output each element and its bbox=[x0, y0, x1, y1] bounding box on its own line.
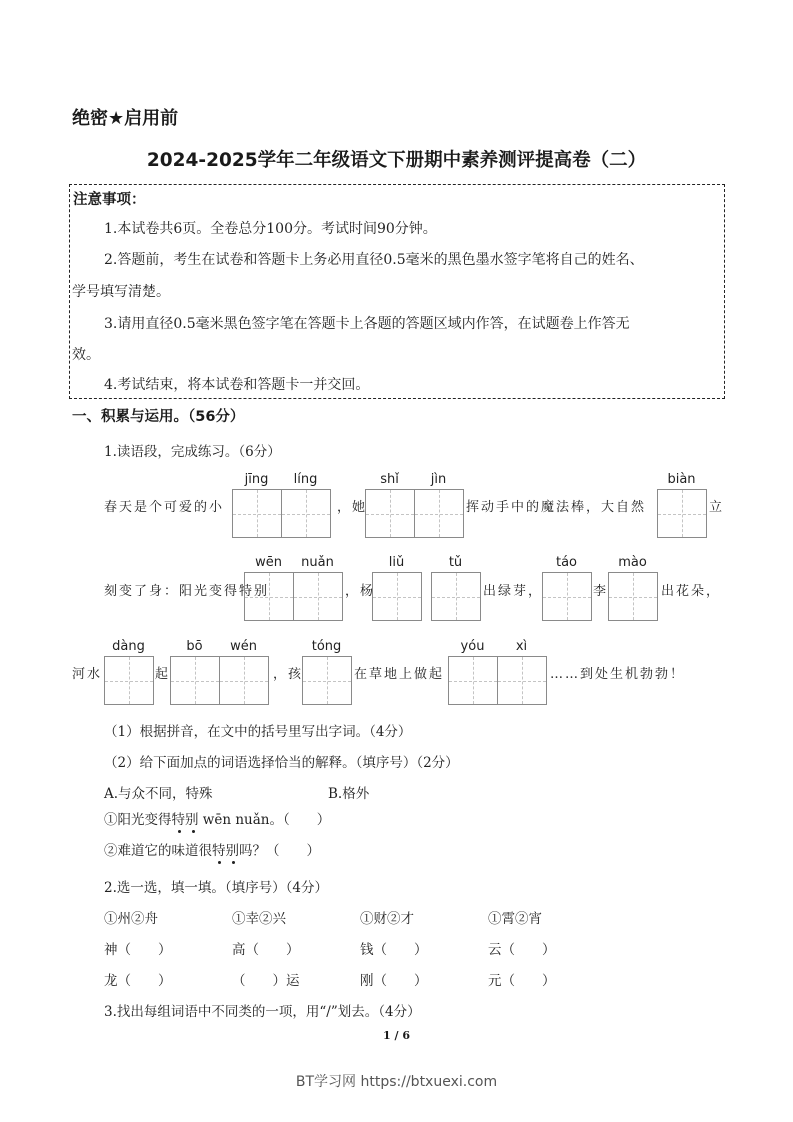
notice-item-3-cont: 效。 bbox=[72, 347, 100, 363]
pinyin: dàng bbox=[112, 639, 145, 654]
confidential-label: 绝密★启用前 bbox=[72, 108, 179, 129]
choice-options: ①州②舟 bbox=[104, 911, 158, 927]
question-3-prompt: 3.找出每组词语中不同类的一项，用“/”划去。（4分） bbox=[104, 1004, 421, 1020]
fill-blank[interactable]: 龙（ ） bbox=[104, 973, 172, 989]
passage-text: 春天是个可爱的小 bbox=[104, 500, 225, 515]
grid-cell[interactable] bbox=[233, 490, 282, 537]
notice-heading: 注意事项： bbox=[73, 192, 146, 208]
pinyin: tóng bbox=[311, 639, 342, 654]
pinyin: jìn bbox=[430, 472, 447, 487]
passage-text: 李 bbox=[593, 584, 609, 599]
watermark: BT学习网 https://btxuexi.com bbox=[295, 1074, 498, 1090]
notice-item-4: 4.考试结束，将本试卷和答题卡一并交回。 bbox=[104, 377, 370, 393]
pinyin: yóu bbox=[460, 639, 485, 654]
emphasized-text: 特别 bbox=[212, 843, 239, 859]
character-grid[interactable] bbox=[302, 656, 352, 705]
pinyin: nuǎn bbox=[301, 555, 334, 570]
pinyin: liǔ bbox=[388, 555, 405, 570]
notice-item-1: 1.本试卷共6页。全卷总分100分。考试时间90分钟。 bbox=[104, 221, 437, 237]
character-grid[interactable] bbox=[372, 572, 422, 621]
pinyin-label bbox=[657, 472, 706, 487]
pinyin: bō bbox=[186, 639, 203, 654]
passage-text: ，杨 bbox=[345, 584, 376, 599]
grid-cell[interactable] bbox=[171, 657, 220, 704]
character-grid[interactable] bbox=[448, 656, 547, 705]
pinyin-label bbox=[244, 555, 342, 570]
passage-text: ……到处生机勃勃！ bbox=[550, 667, 686, 682]
pinyin: wēn bbox=[255, 555, 282, 570]
grid-cell[interactable] bbox=[105, 657, 153, 704]
notice-item-2: 2.答题前，考生在试卷和答题卡上务必用直径0.5毫米的黑色墨水签字笔将自己的姓名、 bbox=[104, 252, 644, 268]
fill-blank[interactable]: 元（ ） bbox=[488, 973, 556, 989]
grid-cell[interactable] bbox=[498, 657, 547, 704]
grid-cell[interactable] bbox=[609, 573, 657, 620]
character-grid[interactable] bbox=[104, 656, 154, 705]
grid-cell[interactable] bbox=[303, 657, 351, 704]
passage-text: 出绿芽， bbox=[483, 584, 544, 599]
pinyin-label bbox=[104, 639, 153, 654]
character-grid[interactable] bbox=[608, 572, 658, 621]
pinyin: mào bbox=[618, 555, 647, 570]
fill-blank[interactable]: 钱（ ） bbox=[360, 942, 428, 958]
notice-item-3: 3.请用直径0.5毫米黑色签字笔在答题卡上各题的答题区域内作答，在试题卷上作答无 bbox=[104, 316, 630, 332]
subquestion-2: （2）给下面加点的词语选择恰当的解释。（填序号）（2分） bbox=[104, 755, 459, 771]
grid-cell[interactable] bbox=[415, 490, 464, 537]
passage-text: 河水 bbox=[72, 667, 103, 682]
pinyin: táo bbox=[555, 555, 578, 570]
pinyin: biàn bbox=[667, 472, 696, 487]
item-text[interactable]: wēn nuǎn。（ ） bbox=[198, 812, 331, 828]
passage-text: 起 bbox=[155, 667, 171, 682]
notice-item-2-cont: 学号填写清楚。 bbox=[72, 284, 170, 300]
passage-text: ，孩 bbox=[273, 667, 304, 682]
passage-text: 刻变了身：阳光变得特别 bbox=[104, 584, 270, 599]
pinyin: líng bbox=[293, 472, 318, 487]
pinyin: wén bbox=[230, 639, 257, 654]
pinyin-label bbox=[302, 639, 351, 654]
option-a: A.与众不同，特殊 bbox=[104, 786, 213, 802]
question-2-prompt: 2.选一选，填一填。（填序号）（4分） bbox=[104, 880, 328, 896]
fill-blank[interactable]: 高（ ） bbox=[232, 942, 300, 958]
subquestion-1: （1）根据拼音，在文中的括号里写出字词。（4分） bbox=[104, 724, 412, 740]
passage-text: 出花朵， bbox=[661, 584, 722, 599]
character-grid[interactable] bbox=[542, 572, 592, 621]
section-heading: 一、积累与运用。（56分） bbox=[72, 409, 245, 425]
emphasis-dot bbox=[232, 861, 235, 864]
pinyin-label bbox=[170, 639, 268, 654]
item-text[interactable]: 吗？（ ） bbox=[239, 843, 320, 859]
fill-blank[interactable]: （ ）运 bbox=[232, 973, 300, 989]
explain-item-2 bbox=[104, 839, 320, 859]
pinyin-label bbox=[542, 555, 591, 570]
passage-text: ，她 bbox=[337, 500, 368, 515]
passage-text: 挥动手中的魔法棒，大自然 bbox=[466, 500, 647, 515]
item-text: ②难道它的味道很 bbox=[104, 843, 212, 859]
question-1-prompt: 1.读语段，完成练习。（6分） bbox=[104, 444, 281, 460]
pinyin: jīng bbox=[244, 472, 269, 487]
passage-text: 在草地上做起 bbox=[354, 667, 445, 682]
emphasized-word bbox=[172, 808, 199, 828]
page-number: 1 / 6 bbox=[383, 1029, 410, 1042]
exam-title: 2024-2025学年二年级语文下册期中素养测评提高卷（二） bbox=[146, 150, 647, 171]
emphasis-dot bbox=[178, 830, 181, 833]
character-grid[interactable] bbox=[365, 489, 464, 538]
grid-cell[interactable] bbox=[432, 573, 480, 620]
grid-cell[interactable] bbox=[658, 490, 706, 537]
grid-cell[interactable] bbox=[220, 657, 269, 704]
pinyin-label bbox=[372, 555, 421, 570]
character-grid[interactable] bbox=[657, 489, 707, 538]
fill-blank[interactable]: 神（ ） bbox=[104, 942, 172, 958]
option-b: B.格外 bbox=[328, 786, 370, 802]
grid-cell[interactable] bbox=[373, 573, 421, 620]
grid-cell[interactable] bbox=[543, 573, 591, 620]
fill-blank[interactable]: 云（ ） bbox=[488, 942, 556, 958]
emphasis-dot bbox=[192, 830, 195, 833]
pinyin-label bbox=[365, 472, 463, 487]
grid-cell[interactable] bbox=[294, 573, 343, 620]
pinyin-label bbox=[448, 639, 546, 654]
pinyin: tǔ bbox=[448, 555, 463, 570]
choice-options: ①幸②兴 bbox=[232, 911, 286, 927]
grid-cell[interactable] bbox=[282, 490, 331, 537]
passage-text: 立 bbox=[709, 500, 725, 515]
grid-cell[interactable] bbox=[366, 490, 415, 537]
emphasis-dot bbox=[218, 861, 221, 864]
pinyin-label bbox=[608, 555, 657, 570]
pinyin: shǐ bbox=[380, 472, 399, 487]
character-grid[interactable] bbox=[431, 572, 481, 621]
choice-options: ①财②才 bbox=[360, 911, 414, 927]
grid-cell[interactable] bbox=[449, 657, 498, 704]
pinyin-label bbox=[232, 472, 330, 487]
emphasized-word bbox=[212, 839, 239, 859]
grid-cell[interactable] bbox=[245, 573, 294, 620]
choice-options: ①霄②宵 bbox=[488, 911, 542, 927]
character-grid[interactable] bbox=[244, 572, 343, 621]
emphasized-text: 特别 bbox=[171, 812, 199, 828]
character-grid[interactable] bbox=[232, 489, 331, 538]
pinyin-label bbox=[431, 555, 480, 570]
pinyin: xì bbox=[515, 639, 528, 654]
fill-blank[interactable]: 刚（ ） bbox=[360, 973, 428, 989]
item-text: ①阳光变得 bbox=[104, 812, 172, 828]
explain-item-1 bbox=[104, 808, 330, 828]
character-grid[interactable] bbox=[170, 656, 269, 705]
